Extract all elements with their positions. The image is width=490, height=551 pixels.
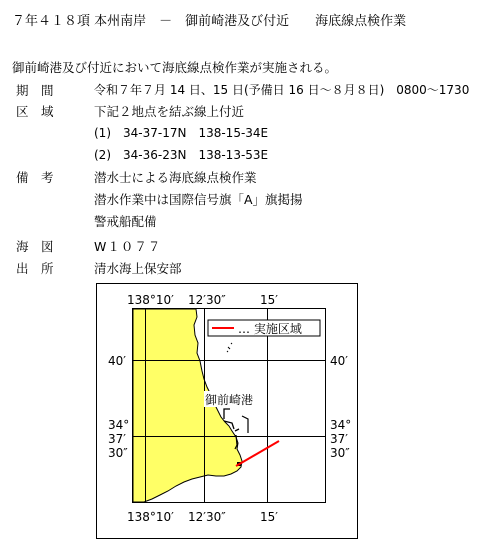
lat-label-3730-left: 30″ <box>108 446 128 460</box>
lon-label-bottom: 138°10′ <box>127 510 174 524</box>
source-label: 出 所 <box>16 261 54 276</box>
notice-title: ７年４１８項 本州南岸 － 御前崎港及び付近 海底線点検作業 <box>12 14 407 29</box>
lat-label-40-left: 40′ <box>108 354 126 368</box>
lon-label-top: 138°10′ <box>127 293 174 307</box>
area-point-2: (2) 34-36-23N 138-13-53E <box>94 148 269 162</box>
chart-label: 海 図 <box>16 239 54 254</box>
lat-label-3730-right: 30″ <box>330 446 350 460</box>
remarks-item: 警戒船配備 <box>94 214 157 229</box>
remarks-item: 潜水作業中は国際信号旗「A」旗掲揚 <box>94 192 303 207</box>
lat-label-3730-left: 37′ <box>108 432 126 446</box>
lat-label-40-right: 40′ <box>330 354 348 368</box>
period-value: 令和７年７月 14 日、15 日(予備日 16 日～８月８日) 0800～1730 <box>94 83 470 97</box>
area-point-1: (1) 34-37-17N 138-15-34E <box>94 126 269 140</box>
remarks-label: 備 考 <box>16 170 54 185</box>
chart-value: W１０７７ <box>94 239 162 254</box>
lon-label-bottom: 15′ <box>260 510 278 524</box>
lat-label-3730-right: 37′ <box>330 432 348 446</box>
remarks-item: 潜水士による海底線点検作業 <box>94 170 257 185</box>
period-label: 期 間 <box>16 83 54 98</box>
lon-label-top: 12′30″ <box>188 293 226 307</box>
source-value: 清水海上保安部 <box>94 261 182 276</box>
lat-label-3730-left: 34° <box>108 418 130 432</box>
notice-intro: 御前崎港及び付近において海底線点検作業が実施される。 <box>12 60 338 75</box>
legend-label: … 実施区域 <box>238 322 302 336</box>
place-name-omaezaki-port: 御前崎港 <box>205 393 254 407</box>
area-label: 区 域 <box>16 104 54 119</box>
lon-label-top: 15′ <box>260 293 278 307</box>
area-value: 下記２地点を結ぶ線上付近 <box>94 104 245 119</box>
lon-label-bottom: 12′30″ <box>188 510 226 524</box>
location-map <box>96 283 358 539</box>
lat-label-3730-right: 34° <box>330 418 352 432</box>
